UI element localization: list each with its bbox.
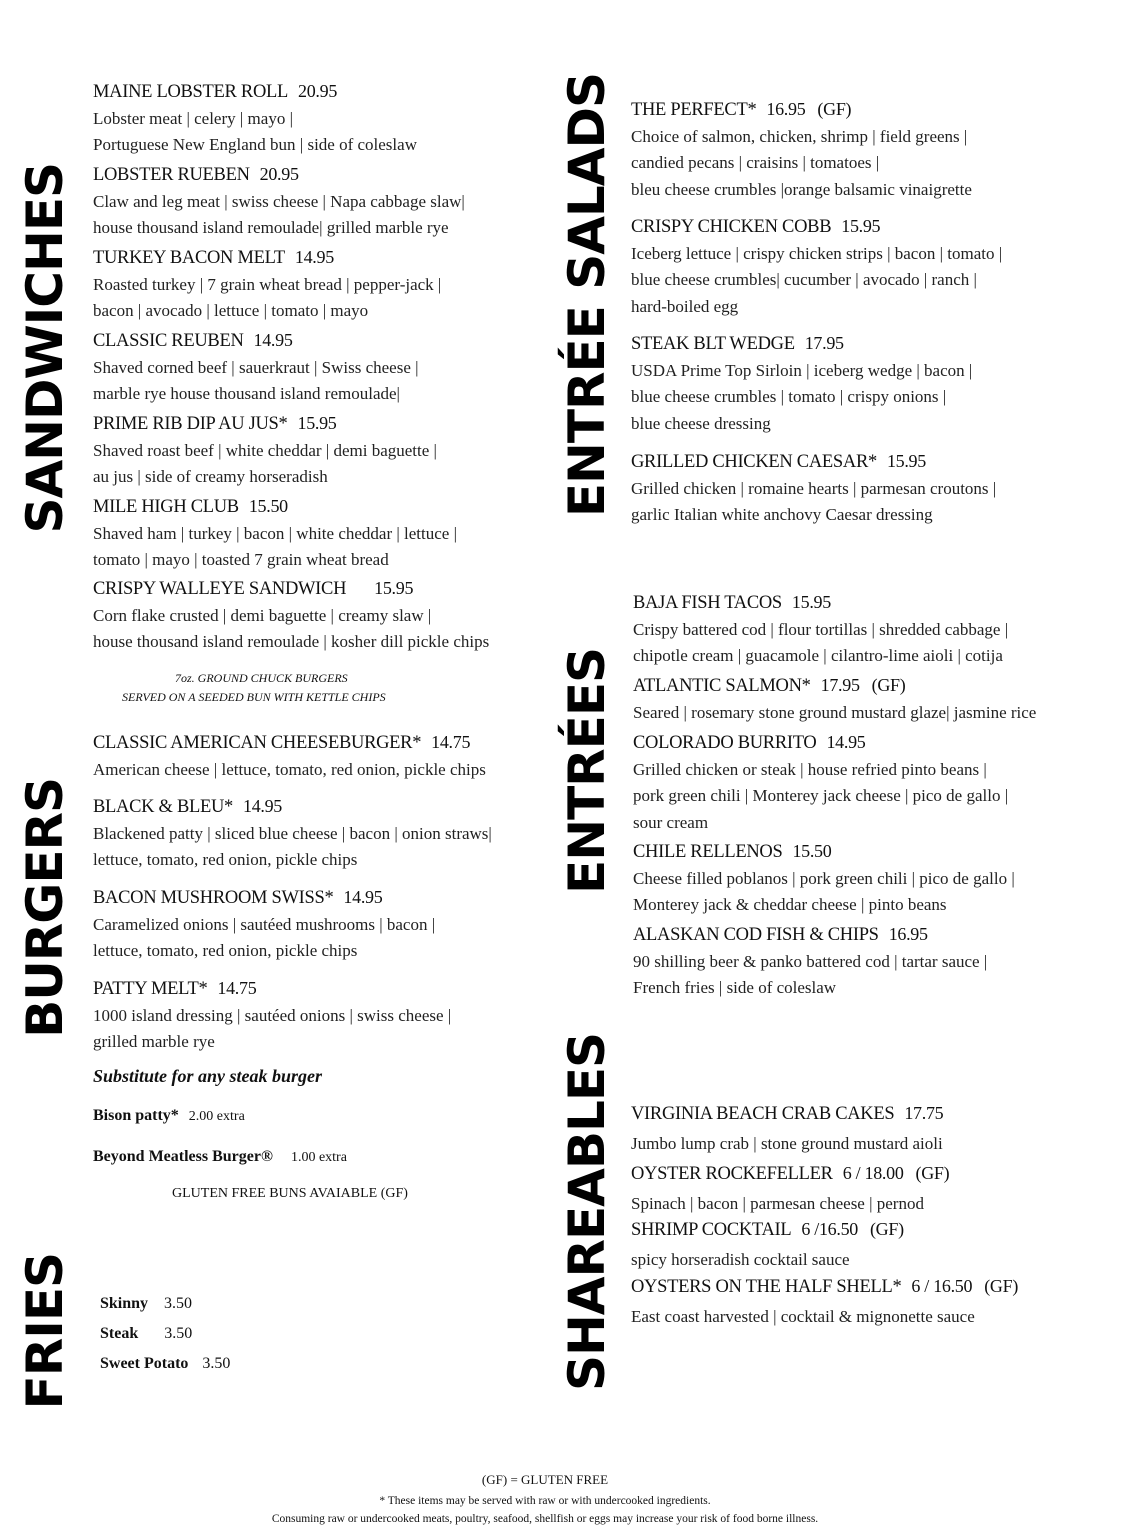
menu-item xyxy=(633,729,1008,836)
menu-item-description: 90 shilling beer & panko battered cod | tartar sauce | xyxy=(633,951,988,971)
menu-item-description: Shaved ham | turkey | bacon | white cheddar | lettuce | xyxy=(93,523,457,543)
menu-item-name: SHRIMP COCKTAIL xyxy=(631,1220,792,1240)
fries-steak xyxy=(100,1325,192,1343)
fries-price: 3.50 xyxy=(164,1295,193,1312)
menu-item xyxy=(93,729,486,783)
menu-item-price: 16.95 xyxy=(888,924,928,944)
menu-item-price: 15.95 xyxy=(841,216,881,236)
menu-item-title xyxy=(633,921,987,949)
menu-item-title xyxy=(93,78,417,106)
substitute-name: Bison patty* xyxy=(93,1107,179,1124)
menu-item-name: VIRGINIA BEACH CRAB CAKES xyxy=(631,1104,895,1124)
menu-item xyxy=(631,1273,1018,1331)
menu-item-price: 6 / 16.50 xyxy=(911,1276,973,1296)
substitute-bison xyxy=(93,1107,245,1125)
menu-item-price: 14.95 xyxy=(343,887,383,907)
menu-item-description: chipotle cream | guacamole | cilantro-lime aioli | cotija xyxy=(633,646,1003,665)
menu-item-name: LOBSTER RUEBEN xyxy=(93,165,250,185)
menu-item-price: 6 / 18.00 xyxy=(842,1163,904,1183)
menu-item-description: hard-boiled egg xyxy=(631,296,739,316)
menu-item-name: GRILLED CHICKEN CAESAR* xyxy=(631,452,877,472)
menu-item-title xyxy=(631,448,996,476)
burger-note-line-1: 7oz. GROUND CHUCK BURGERS xyxy=(175,671,348,685)
menu-item xyxy=(93,327,419,408)
menu-item-title xyxy=(633,729,1008,757)
menu-item xyxy=(633,589,1008,670)
menu-item-price: 17.75 xyxy=(904,1103,944,1123)
gluten-free-badge: (GF) xyxy=(869,1219,904,1239)
menu-item-title xyxy=(631,213,1002,241)
menu-item-title xyxy=(633,838,1015,866)
menu-item-description: 1000 island dressing | sautéed onions | swiss cheese | xyxy=(93,1005,452,1025)
gluten-free-buns-note: GLUTEN FREE BUNS AVAIABLE (GF) xyxy=(172,1186,408,1201)
menu-item-price: 14.95 xyxy=(253,330,293,350)
menu-item-price: 17.95 xyxy=(804,333,844,353)
menu-item-name: CLASSIC AMERICAN CHEESEBURGER* xyxy=(93,733,422,753)
menu-item-price: 14.95 xyxy=(826,732,866,752)
menu-item-description: Caramelized onions | sautéed mushrooms | bacon | xyxy=(93,914,436,934)
menu-item-price: 15.95 xyxy=(374,578,414,598)
menu-item xyxy=(93,78,417,159)
menu-item-description: blue cheese dressing xyxy=(631,413,771,433)
burger-note-line-2: SERVED ON A SEEDED BUN WITH KETTLE CHIPS xyxy=(122,690,386,704)
menu-item xyxy=(631,96,972,203)
menu-item-description: Blackened patty | sliced blue cheese | bacon | onion straws| xyxy=(93,823,492,843)
menu-item-price: 14.95 xyxy=(243,796,283,816)
menu-item-description: Spinach | bacon | parmesan cheese | pernod xyxy=(631,1194,924,1213)
menu-item-name: BLACK & BLEU* xyxy=(93,797,233,817)
menu-item-description: grilled marble rye xyxy=(93,1032,215,1051)
gluten-free-badge: (GF) xyxy=(915,1163,950,1183)
menu-item-name: OYSTERS ON THE HALF SHELL* xyxy=(631,1277,902,1297)
burgers-heading: BURGERS xyxy=(16,778,74,1038)
menu-item-description: house thousand island remoulade| grilled marble rye xyxy=(93,218,449,237)
menu-item-name: BAJA FISH TACOS xyxy=(633,593,782,613)
menu-item xyxy=(631,448,996,529)
shareables-heading: SHAREABLES xyxy=(558,1033,616,1392)
menu-item-title xyxy=(631,330,972,358)
menu-item-price: 15.95 xyxy=(297,413,337,433)
menu-item-description: pork green chili | Monterey jack cheese | pico de gallo | xyxy=(633,786,1009,805)
gf-legend: (GF) = GLUTEN FREE xyxy=(481,1472,609,1487)
menu-item-description: French fries | side of coleslaw xyxy=(633,978,837,997)
fries-name: Skinny xyxy=(100,1295,149,1312)
entree-salads-heading: ENTRÉE SALADS xyxy=(558,73,616,518)
menu-item-description: American cheese | lettuce, tomato, red onion, pickle chips xyxy=(93,759,486,779)
menu-item-title xyxy=(93,493,457,521)
menu-item-description: Grilled chicken or steak | house refried pinto beans | xyxy=(633,759,987,779)
menu-item-name: OYSTER ROCKEFELLER xyxy=(631,1164,833,1184)
menu-item-price: 20.95 xyxy=(298,81,338,101)
fries-sweet-potato xyxy=(100,1355,230,1373)
menu-item xyxy=(631,213,1002,320)
menu-item-price: 14.75 xyxy=(431,732,471,752)
menu-item-description: garlic Italian white anchovy Caesar dressing xyxy=(631,505,933,524)
asterisk-note: * These items may be served with raw or with undercooked ingredients. xyxy=(379,1495,711,1507)
menu-item-price: 15.95 xyxy=(791,592,831,612)
menu-item-title xyxy=(93,975,451,1003)
substitute-title: Substitute for any steak burger xyxy=(93,1066,323,1086)
menu-item-title xyxy=(631,1100,943,1128)
menu-item xyxy=(633,672,1036,726)
menu-item-price: 6 /16.50 xyxy=(801,1219,858,1239)
menu-item-description: Jumbo lump crab | stone ground mustard aioli xyxy=(631,1134,943,1153)
menu-item xyxy=(93,884,435,965)
menu-item-price: 16.95 xyxy=(766,99,806,119)
menu-item-name: ATLANTIC SALMON* xyxy=(633,676,811,696)
gluten-free-badge: (GF) xyxy=(871,675,906,695)
menu-item-title xyxy=(93,327,419,355)
menu-item-description: au jus | side of creamy horseradish xyxy=(93,467,328,486)
entrees-heading: ENTRÉES xyxy=(558,648,616,894)
menu-item-description: USDA Prime Top Sirloin | iceberg wedge | bacon | xyxy=(631,360,973,380)
menu-item xyxy=(631,1160,949,1218)
menu-item-title xyxy=(93,729,486,757)
menu-item-description: marble rye house thousand island remoulade| xyxy=(93,384,400,403)
menu-item xyxy=(631,1216,904,1274)
menu-item-description: Portuguese New England bun | side of coleslaw xyxy=(93,135,417,154)
menu-item-title xyxy=(93,244,441,272)
menu-item-description: Grilled chicken | romaine hearts | parmesan croutons | xyxy=(631,478,997,498)
menu-item-title xyxy=(631,1216,904,1244)
menu-item-title xyxy=(93,410,437,438)
sandwiches-heading: SANDWICHES xyxy=(16,163,74,534)
menu-item-description: house thousand island remoulade | kosher dill pickle chips xyxy=(93,632,490,651)
fries-heading: FRIES xyxy=(16,1253,74,1410)
substitute-price: 1.00 extra xyxy=(290,1150,347,1165)
menu-item-title xyxy=(633,672,1036,700)
menu-item-name: CRISPY CHICKEN COBB xyxy=(631,217,832,237)
menu-item-name: CHILE RELLENOS xyxy=(633,842,783,862)
menu-item-name: PRIME RIB DIP AU JUS* xyxy=(93,414,288,434)
menu-item-description: Crispy battered cod | flour tortillas | shredded cabbage | xyxy=(633,619,1009,639)
menu-item-description: Shaved corned beef | sauerkraut | Swiss cheese | xyxy=(93,357,419,377)
menu-item-title xyxy=(93,161,465,189)
menu-item-description: East coast harvested | cocktail & mignonette sauce xyxy=(631,1307,975,1326)
substitute-name: Beyond Meatless Burger® xyxy=(93,1148,273,1165)
menu-item-name: STEAK BLT WEDGE xyxy=(631,334,795,354)
fries-price: 3.50 xyxy=(202,1355,231,1372)
fries-price: 3.50 xyxy=(164,1325,193,1342)
menu-item-price: 17.95 xyxy=(820,675,860,695)
menu-item-description: blue cheese crumbles | tomato | crispy onions | xyxy=(631,387,947,406)
menu-item xyxy=(93,793,492,874)
menu-item xyxy=(93,493,457,574)
food-safety-warning: Consuming raw or undercooked meats, poultry, seafood, shellfish or eggs may increase your risk of food borne illness. xyxy=(271,1513,819,1525)
menu-item xyxy=(93,975,451,1056)
menu-item xyxy=(93,244,441,325)
menu-item-description: Corn flake crusted | demi baguette | creamy slaw | xyxy=(93,605,432,625)
menu-item-price: 14.75 xyxy=(217,978,257,998)
menu-item-name: BACON MUSHROOM SWISS* xyxy=(93,888,334,908)
menu-item-description: sour cream xyxy=(633,812,709,832)
menu-item-name: TURKEY BACON MELT xyxy=(93,248,285,268)
menu-item-description: tomato | mayo | toasted 7 grain wheat bread xyxy=(93,550,389,569)
menu-item-title xyxy=(631,1273,1018,1301)
menu-item-name: PATTY MELT* xyxy=(93,979,208,999)
menu-item-price: 15.95 xyxy=(886,451,926,471)
fries-name: Sweet Potato xyxy=(100,1355,189,1372)
menu-item-title xyxy=(93,884,435,912)
menu-item xyxy=(631,1100,943,1158)
menu-item-price: 20.95 xyxy=(259,164,299,184)
menu-item xyxy=(631,330,972,437)
menu-item-description: Shaved roast beef | white cheddar | demi baguette | xyxy=(93,440,437,460)
menu-item-description: Choice of salmon, chicken, shrimp | field greens | xyxy=(631,126,968,146)
menu-item-description: Cheese filled poblanos | pork green chili | pico de gallo | xyxy=(633,868,1015,888)
menu-item-description: bacon | avocado | lettuce | tomato | mayo xyxy=(93,301,369,320)
menu-item-name: THE PERFECT* xyxy=(631,100,757,120)
menu-item-description: lettuce, tomato, red onion, pickle chips xyxy=(93,850,358,869)
gluten-free-badge: (GF) xyxy=(817,99,852,119)
menu-item-name: COLORADO BURRITO xyxy=(633,733,817,753)
menu-item-description: Claw and leg meat | swiss cheese | Napa cabbage slaw| xyxy=(93,191,465,211)
menu-item-title xyxy=(93,793,492,821)
menu-item-price: 15.50 xyxy=(248,496,288,516)
menu-item-description: spicy horseradish cocktail sauce xyxy=(631,1250,850,1269)
menu-item-description: Lobster meat | celery | mayo | xyxy=(93,108,293,128)
menu-item-name: CLASSIC REUBEN xyxy=(93,331,244,351)
menu-item-title xyxy=(631,96,972,124)
menu-item-title xyxy=(93,575,489,603)
menu-item-description: bleu cheese crumbles |orange balsamic vinaigrette xyxy=(631,179,972,199)
menu-item-name: MAINE LOBSTER ROLL xyxy=(93,82,289,102)
menu-item xyxy=(93,410,437,491)
menu-item-description: lettuce, tomato, red onion, pickle chips xyxy=(93,941,358,960)
menu-item-description: Iceberg lettuce | crispy chicken strips | bacon | tomato | xyxy=(631,243,1003,263)
fries-skinny xyxy=(100,1295,192,1313)
menu-item-title xyxy=(631,1160,949,1188)
menu-item-description: Monterey jack & cheddar cheese | pinto beans xyxy=(633,895,947,914)
menu-item-description: candied pecans | craisins | tomatoes | xyxy=(631,153,880,172)
menu-item-name: ALASKAN COD FISH & CHIPS xyxy=(633,925,879,945)
menu-item xyxy=(633,921,987,1002)
substitute-beyond xyxy=(93,1148,347,1166)
gluten-free-badge: (GF) xyxy=(984,1276,1019,1296)
menu-item-price: 14.95 xyxy=(294,247,334,267)
menu-item xyxy=(93,575,489,656)
substitute-price: 2.00 extra xyxy=(188,1109,245,1124)
menu-item-description: Roasted turkey | 7 grain wheat bread | pepper-jack | xyxy=(93,274,442,294)
menu-item xyxy=(633,838,1015,919)
menu-item-description: blue cheese crumbles| cucumber | avocado | ranch | xyxy=(631,270,977,289)
menu-item xyxy=(93,161,465,242)
menu-item-description: Seared | rosemary stone ground mustard glaze| jasmine rice xyxy=(633,702,1037,722)
menu-item-name: CRISPY WALLEYE SANDWICH xyxy=(93,579,347,599)
menu-item-name: MILE HIGH CLUB xyxy=(93,497,239,517)
menu-item-price: 15.50 xyxy=(792,841,832,861)
fries-name: Steak xyxy=(100,1325,139,1342)
menu-item-title xyxy=(633,589,1008,617)
